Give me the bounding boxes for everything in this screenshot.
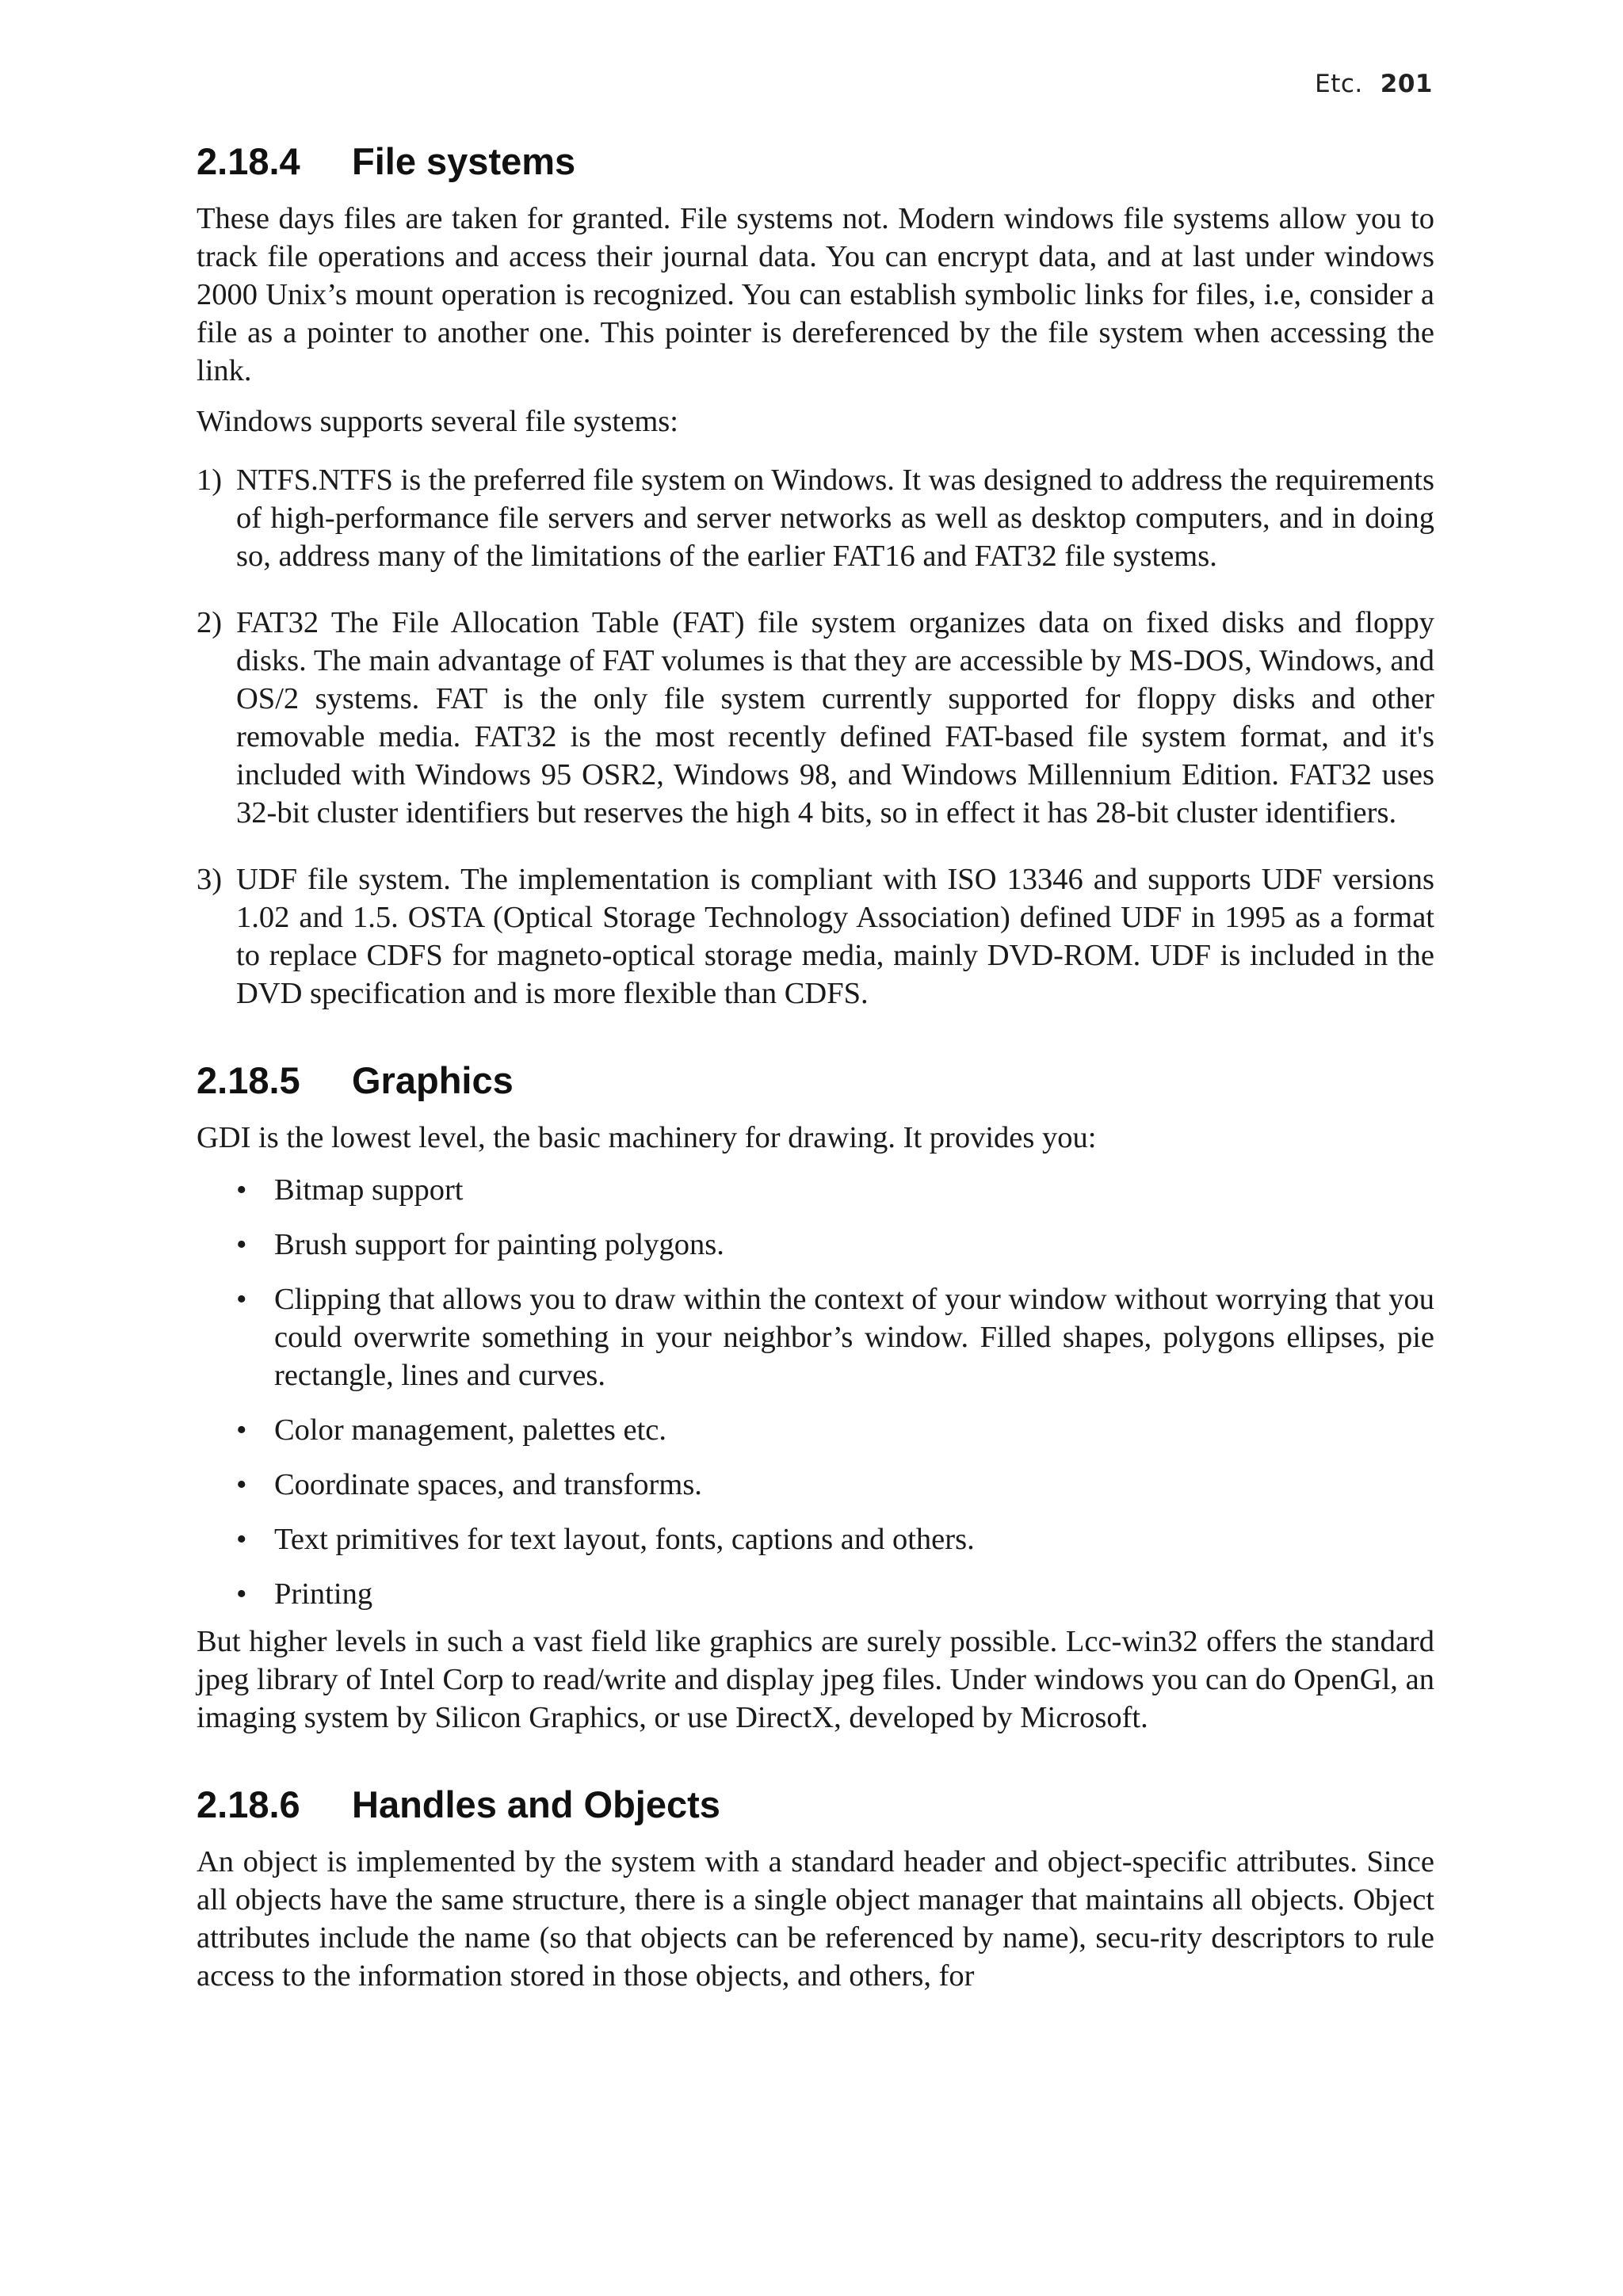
file-system-list (197, 461, 1434, 1013)
list-item-text: Printing (274, 1577, 373, 1611)
list-marker: 2) (197, 606, 223, 639)
section-heading (197, 1783, 1434, 1827)
gdi-feature-list (197, 1171, 1434, 1613)
list-item (197, 1226, 1434, 1264)
running-header (1315, 70, 1433, 98)
bullet-icon: • (236, 1228, 247, 1261)
section-number: 2.18.5 (197, 1059, 300, 1101)
paragraph: But higher levels in such a vast field like graphics are surely possible. Lcc-win32 offers the standard jpeg library of Intel Corp to read/write and display jpeg files. Under windows you can do OpenGl, an imaging system by Silicon Graphics, or use DirectX, developed by Microsoft. (197, 1625, 1434, 1734)
bullet-icon: • (236, 1413, 247, 1447)
list-marker: 1) (197, 463, 223, 497)
list-item-text: Brush support for painting polygons. (274, 1228, 724, 1261)
paragraph: An object is implemented by the system with a standard header and object-specific attributes. Since all objects have the same structure, there is a single object manager that maintains all objects. Object attributes include the name (so that objects can be referenced by name), secu-rity descriptors to rule access to the information stored in those objects, and others, for (197, 1845, 1434, 1993)
list-item (197, 604, 1434, 832)
list-item (197, 860, 1434, 1013)
list-item (197, 1520, 1434, 1558)
list-marker: 3) (197, 863, 223, 896)
list-item-text: NTFS.NTFS is the preferred file system on Windows. It was designed to address the requirements of high-performance file servers and server networks as well as desktop computers, and in doing so, address many of the limitations of the earlier FAT16 and FAT32 file systems. (236, 463, 1434, 573)
list-item-text: Text primitives for text layout, fonts, captions and others. (274, 1523, 975, 1556)
list-item-text: UDF file system. The implementation is compliant with ISO 13346 and supports UDF versions 1.02 and 1.5. OSTA (Optical Storage Technology Association) defined UDF in 1995 as a format to replace CDFS for magneto-optical storage media, mainly DVD-ROM. UDF is included in the DVD specification and is more flexible than CDFS. (236, 863, 1434, 1010)
section-number: 2.18.4 (197, 140, 300, 182)
list-item (197, 1466, 1434, 1504)
list-item (197, 461, 1434, 575)
paragraph: GDI is the lowest level, the basic machinery for drawing. It provides you: (197, 1121, 1097, 1154)
bullet-icon: • (236, 1173, 247, 1207)
paragraph: These days files are taken for granted. File systems not. Modern windows file systems allow you to track file operations and access their journal data. You can encrypt data, and at last under windows 2000 Unix’s mount operation is recognized. You can establish symbolic links for files, i.e, consider a file as a pointer to another one. This pointer is dereferenced by the file system when accessing the link. (197, 202, 1434, 387)
section-number: 2.18.6 (197, 1783, 300, 1825)
list-item (197, 1171, 1434, 1209)
running-title: Etc. (1315, 70, 1363, 98)
bullet-icon: • (236, 1468, 247, 1501)
section-heading (197, 1058, 1434, 1103)
paragraph: Windows supports several file systems: (197, 405, 678, 438)
page-number: 201 (1380, 70, 1433, 98)
list-item-text: Color management, palettes etc. (274, 1413, 666, 1447)
section-title: Handles and Objects (352, 1783, 720, 1825)
page-body (197, 139, 1434, 2008)
section-file-systems (197, 139, 1434, 1013)
bullet-icon: • (236, 1283, 247, 1316)
list-item-text: FAT32 The File Allocation Table (FAT) file system organizes data on fixed disks and floppy disks. The main advantage of FAT volumes is that they are accessible by MS-DOS, Windows, and OS/2 systems. FAT is the only file system currently supported for floppy disks and other removable media. FAT32 is the most recently defined FAT-based file system format, and it's included with Windows 95 OSR2, Windows 98, and Windows Millennium Edition. FAT32 uses 32-bit cluster identifiers but reserves the high 4 bits, so in effect it has 28-bit cluster identifiers. (236, 606, 1434, 830)
list-item (197, 1280, 1434, 1394)
list-item-text: Bitmap support (274, 1173, 464, 1207)
section-title: Graphics (352, 1059, 514, 1101)
section-graphics (197, 1058, 1434, 1737)
section-title: File systems (352, 140, 576, 182)
section-heading (197, 139, 1434, 184)
section-handles-and-objects (197, 1783, 1434, 1995)
bullet-icon: • (236, 1577, 247, 1611)
list-item-text: Coordinate spaces, and transforms. (274, 1468, 702, 1501)
list-item (197, 1411, 1434, 1449)
bullet-icon: • (236, 1523, 247, 1556)
list-item-text: Clipping that allows you to draw within the context of your window without worrying that you could overwrite something in your neighbor’s window. Filled shapes, polygons ellipses, pie rectangle, lines and curves. (274, 1283, 1434, 1392)
list-item (197, 1575, 1434, 1613)
